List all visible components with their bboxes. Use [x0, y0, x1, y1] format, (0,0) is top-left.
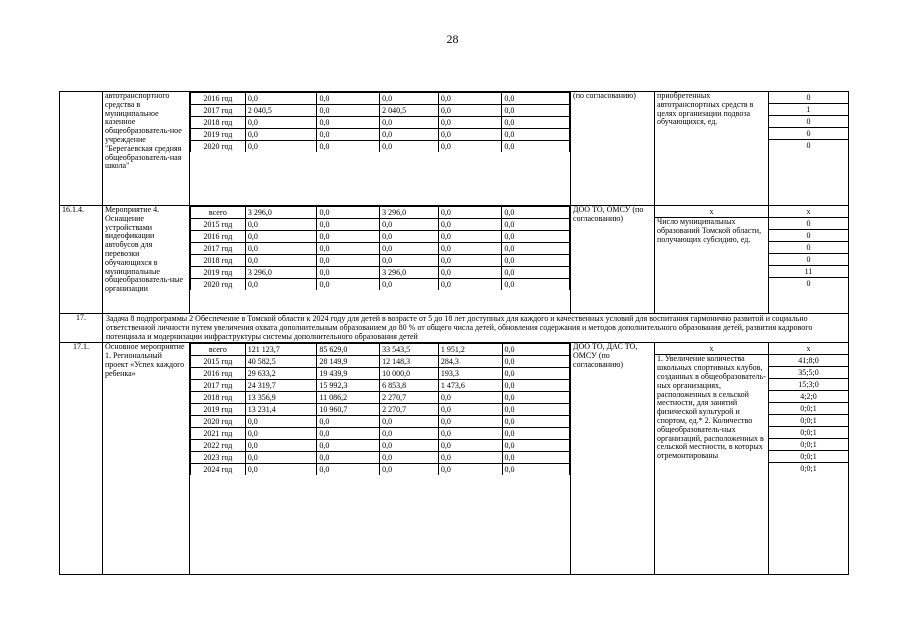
finance-year: 2024 год — [191, 464, 246, 476]
finance-other: 0,0 — [502, 380, 570, 392]
finance-other: 0,0 — [502, 392, 570, 404]
finance-row — [191, 344, 570, 356]
finance-fed: 0,0 — [317, 105, 380, 117]
finance-reg: 3 296,0 — [380, 267, 439, 279]
finance-total: 0,0 — [245, 243, 317, 255]
finance-loc: 284,3 — [438, 356, 502, 368]
program-table — [59, 91, 849, 575]
finance-year: 2021 год — [191, 428, 246, 440]
finance-reg: 0,0 — [380, 464, 439, 476]
finance-year: 2019 год — [191, 267, 246, 279]
finance-year: 2017 год — [191, 380, 246, 392]
indicator-value: 0;0;1 — [769, 451, 848, 463]
indicator-value: 0;0;1 — [800, 464, 817, 474]
finance-other: 0,0 — [502, 279, 570, 291]
finance-year: 2018 год — [191, 117, 246, 129]
indicator-cell — [655, 343, 769, 575]
finance-total: 2 040,5 — [245, 105, 317, 117]
finance-fed: 0,0 — [317, 464, 380, 476]
finance-total: 13 356,9 — [245, 392, 317, 404]
finance-year: 2015 год — [191, 356, 246, 368]
finance-other: 0,0 — [502, 129, 570, 141]
finance-fed: 0,0 — [317, 416, 380, 428]
finance-year: 2018 год — [191, 392, 246, 404]
finance-reg: 0,0 — [380, 279, 439, 291]
indicator-value: 35;5;0 — [769, 367, 848, 379]
finance-year: 2019 год — [191, 404, 246, 416]
finance-row — [191, 129, 570, 141]
finance-subtable — [190, 206, 570, 290]
finance-year: 2015 год — [191, 219, 246, 231]
finance-total: 0,0 — [245, 279, 317, 291]
finance-reg: 2 040,5 — [380, 105, 439, 117]
finance-row — [191, 368, 570, 380]
indicator-values — [769, 343, 849, 575]
finance-fed: 0,0 — [317, 129, 380, 141]
finance-cell — [190, 92, 571, 206]
finance-loc: 0,0 — [438, 464, 502, 476]
finance-fed: 0,0 — [317, 93, 380, 105]
finance-subtable — [190, 343, 570, 475]
finance-row — [191, 416, 570, 428]
finance-total: 24 319,7 — [245, 380, 317, 392]
finance-year: 2020 год — [191, 416, 246, 428]
finance-fed: 0,0 — [317, 117, 380, 129]
activity-name: Основное мероприятие 1. Региональный проект «Успех каждого ребенка» — [103, 343, 190, 575]
row-block-c — [60, 343, 849, 575]
finance-other: 0,0 — [502, 243, 570, 255]
finance-other: 0,0 — [502, 452, 570, 464]
finance-other: 0,0 — [502, 464, 570, 476]
indicator-value: 11 — [769, 266, 848, 278]
finance-total: 3 296,0 — [245, 207, 317, 219]
indicator-head: x — [655, 343, 768, 355]
indicator-value: 0 — [769, 128, 848, 140]
finance-loc: 0,0 — [438, 267, 502, 279]
finance-year: 2016 год — [191, 368, 246, 380]
finance-reg: 0,0 — [380, 93, 439, 105]
finance-other: 0,0 — [502, 356, 570, 368]
task-num: 17. — [60, 314, 103, 343]
finance-row — [191, 231, 570, 243]
finance-fed: 15 992,3 — [317, 380, 380, 392]
finance-fed: 19 439,9 — [317, 368, 380, 380]
finance-other: 0,0 — [502, 105, 570, 117]
finance-loc: 1 951,2 — [438, 344, 502, 356]
finance-total: 40 582,5 — [245, 356, 317, 368]
indicator-value: 0 — [806, 141, 811, 150]
finance-loc: 0,0 — [438, 129, 502, 141]
indicator-name: Число муниципальных образований Томской области, получающих субсидию, ед. — [657, 217, 762, 244]
finance-loc: 0,0 — [438, 279, 502, 291]
indicator-cell — [655, 206, 769, 314]
finance-loc: 0,0 — [438, 255, 502, 267]
finance-loc: 0,0 — [438, 117, 502, 129]
activity-name: Мероприятие 4. Оснащение устройствами видеофикации автобусов для перевозки обучающихся в муниципальные общеобразователь-ные организации — [103, 206, 190, 314]
finance-reg: 0,0 — [380, 416, 439, 428]
finance-loc: 0,0 — [438, 231, 502, 243]
finance-loc: 0,0 — [438, 452, 502, 464]
finance-row — [191, 117, 570, 129]
finance-loc: 0,0 — [438, 416, 502, 428]
finance-reg: 0,0 — [380, 452, 439, 464]
finance-other: 0,0 — [502, 440, 570, 452]
finance-loc: 0,0 — [438, 440, 502, 452]
finance-loc: 0,0 — [438, 428, 502, 440]
indicator-value: 0;0;1 — [769, 439, 848, 451]
finance-year: всего — [191, 344, 246, 356]
finance-cell — [190, 206, 571, 314]
finance-other: 0,0 — [502, 219, 570, 231]
finance-fed: 0,0 — [317, 440, 380, 452]
finance-other: 0,0 — [502, 141, 570, 153]
row-task — [60, 314, 849, 343]
finance-other: 0,0 — [502, 267, 570, 279]
finance-other: 0,0 — [502, 404, 570, 416]
finance-other: 0,0 — [502, 368, 570, 380]
finance-row — [191, 243, 570, 255]
finance-fed: 0,0 — [317, 428, 380, 440]
finance-fed: 0,0 — [317, 279, 380, 291]
finance-reg: 2 270,7 — [380, 392, 439, 404]
finance-reg: 0,0 — [380, 129, 439, 141]
finance-total: 0,0 — [245, 428, 317, 440]
finance-reg: 33 543,5 — [380, 344, 439, 356]
finance-row — [191, 207, 570, 219]
finance-other: 0,0 — [502, 344, 570, 356]
indicator-name: приобретенных автотранспортных средств в целях организации подвоза обучающихся, ед. — [655, 92, 769, 206]
finance-row — [191, 452, 570, 464]
finance-cell — [190, 343, 571, 575]
num-cell: 17.1. — [60, 343, 103, 575]
finance-reg: 3 296,0 — [380, 207, 439, 219]
indicator-value: 0;0;1 — [769, 403, 848, 415]
finance-row — [191, 279, 570, 291]
finance-row — [191, 428, 570, 440]
finance-total: 0,0 — [245, 117, 317, 129]
finance-year: 2020 год — [191, 141, 246, 153]
task-text: Задача 8 подпрограммы 2 Обеспечение в Томской области к 2024 году для детей в возрасте от 5 до 18 лет доступных для каждого и качественных условий для воспитания гармонично развитой и социально ответственной личности путем увеличения охвата дополнительным образованием до 80 % от общего числа детей, обновления содержания и методов дополнительного образования детей, развития кадрового потенциала и модернизации инфраструктуры системы дополнительного образования детей — [103, 314, 849, 343]
indicator-value: 0;0;1 — [769, 427, 848, 439]
row-block-b — [60, 206, 849, 314]
finance-other: 0,0 — [502, 231, 570, 243]
finance-loc: 0,0 — [438, 243, 502, 255]
finance-reg: 0,0 — [380, 141, 439, 153]
finance-reg: 0,0 — [380, 255, 439, 267]
finance-row — [191, 356, 570, 368]
finance-fed: 0,0 — [317, 231, 380, 243]
finance-reg: 0,0 — [380, 440, 439, 452]
activity-name: автотранспортного средства в муниципальное казенное общеобразователь-ное учреждение "Берегаевская средняя общеобразователь-ная школа" — [103, 92, 190, 206]
finance-year: 2023 год — [191, 452, 246, 464]
finance-fed: 0,0 — [317, 255, 380, 267]
finance-total: 0,0 — [245, 231, 317, 243]
finance-other: 0,0 — [502, 255, 570, 267]
executor: ДОО ТО, ДАС ТО, ОМСУ (по согласованию) — [571, 343, 655, 575]
finance-year: 2018 год — [191, 255, 246, 267]
indicator-value: 0 — [769, 242, 848, 254]
finance-row — [191, 404, 570, 416]
finance-year: 2016 год — [191, 231, 246, 243]
finance-row — [191, 105, 570, 117]
indicator-value: 0 — [769, 254, 848, 266]
finance-fed: 11 086,2 — [317, 392, 380, 404]
finance-reg: 6 853,8 — [380, 380, 439, 392]
finance-year: 2020 год — [191, 279, 246, 291]
indicator-value: 15;3;0 — [769, 379, 848, 391]
finance-total: 0,0 — [245, 416, 317, 428]
finance-fed: 0,0 — [317, 141, 380, 153]
finance-fed: 10 960,7 — [317, 404, 380, 416]
finance-fed: 0,0 — [317, 267, 380, 279]
finance-fed: 28 149,9 — [317, 356, 380, 368]
value-head: x — [769, 206, 848, 218]
finance-row — [191, 392, 570, 404]
num-cell: 16.1.4. — [60, 206, 103, 314]
finance-loc: 0,0 — [438, 105, 502, 117]
finance-other: 0,0 — [502, 93, 570, 105]
finance-reg: 12 148,3 — [380, 356, 439, 368]
indicator-value: 0 — [769, 218, 848, 230]
finance-row — [191, 464, 570, 476]
finance-fed: 0,0 — [317, 243, 380, 255]
finance-row — [191, 141, 570, 153]
finance-fed: 85 629,0 — [317, 344, 380, 356]
finance-total: 0,0 — [245, 141, 317, 153]
finance-fed: 0,0 — [317, 219, 380, 231]
finance-reg: 0,0 — [380, 243, 439, 255]
finance-total: 13 231,4 — [245, 404, 317, 416]
finance-subtable — [190, 92, 570, 152]
finance-loc: 0,0 — [438, 404, 502, 416]
finance-reg: 0,0 — [380, 117, 439, 129]
value-head: x — [769, 343, 848, 355]
finance-loc: 0,0 — [438, 392, 502, 404]
finance-row — [191, 93, 570, 105]
finance-loc: 0,0 — [438, 93, 502, 105]
finance-loc: 0,0 — [438, 207, 502, 219]
row-block-a — [60, 92, 849, 206]
finance-other: 0,0 — [502, 416, 570, 428]
indicator-value: 41;8;0 — [769, 355, 848, 367]
indicator-value: 0 — [806, 279, 811, 288]
finance-total: 0,0 — [245, 464, 317, 476]
finance-year: 2017 год — [191, 105, 246, 117]
finance-fed: 0,0 — [317, 452, 380, 464]
finance-year: 2016 год — [191, 93, 246, 105]
page-number: 28 — [446, 32, 459, 46]
indicator-value: 0 — [769, 230, 848, 242]
finance-row — [191, 267, 570, 279]
finance-other: 0,0 — [502, 428, 570, 440]
finance-total: 0,0 — [245, 452, 317, 464]
finance-loc: 0,0 — [438, 219, 502, 231]
finance-year: 2017 год — [191, 243, 246, 255]
finance-year: 2019 год — [191, 129, 246, 141]
finance-total: 29 633,2 — [245, 368, 317, 380]
indicator-values — [769, 92, 849, 206]
finance-reg: 10 000,0 — [380, 368, 439, 380]
finance-year: всего — [191, 207, 246, 219]
finance-total: 121 123,7 — [245, 344, 317, 356]
finance-fed: 0,0 — [317, 207, 380, 219]
finance-total: 0,0 — [245, 219, 317, 231]
executor: ДОО ТО, ОМСУ (по согласованию) — [571, 206, 655, 314]
finance-row — [191, 440, 570, 452]
indicator-name: 1. Увеличение количества школьных спортивных клубов, созданных в общеобразователь-ных организациях, расположенных в сельской местности, для занятий физической культурой и спортом, ед.* 2. Количество общеобразователь-ных организаций, расположенных в сельской местности, в которых отремонтированы — [657, 354, 766, 461]
indicator-value: 0;0;1 — [769, 415, 848, 427]
finance-reg: 2 270,7 — [380, 404, 439, 416]
finance-total: 0,0 — [245, 255, 317, 267]
indicator-value: 4;2;0 — [769, 391, 848, 403]
finance-row — [191, 255, 570, 267]
finance-row — [191, 219, 570, 231]
finance-other: 0,0 — [502, 117, 570, 129]
num-cell — [60, 92, 103, 206]
finance-reg: 0,0 — [380, 428, 439, 440]
finance-total: 0,0 — [245, 129, 317, 141]
finance-loc: 193,3 — [438, 368, 502, 380]
finance-year: 2022 год — [191, 440, 246, 452]
finance-loc: 1 473,6 — [438, 380, 502, 392]
finance-reg: 0,0 — [380, 231, 439, 243]
executor: (по согласованию) — [571, 92, 655, 206]
finance-total: 0,0 — [245, 440, 317, 452]
finance-reg: 0,0 — [380, 219, 439, 231]
indicator-values — [769, 206, 849, 314]
finance-row — [191, 380, 570, 392]
finance-total: 3 296,0 — [245, 267, 317, 279]
indicator-value: 0 — [769, 116, 848, 128]
indicator-value: 1 — [769, 104, 848, 116]
indicator-head: x — [655, 206, 768, 218]
finance-other: 0,0 — [502, 207, 570, 219]
finance-total: 0,0 — [245, 93, 317, 105]
finance-loc: 0,0 — [438, 141, 502, 153]
indicator-value: 0 — [769, 92, 848, 104]
